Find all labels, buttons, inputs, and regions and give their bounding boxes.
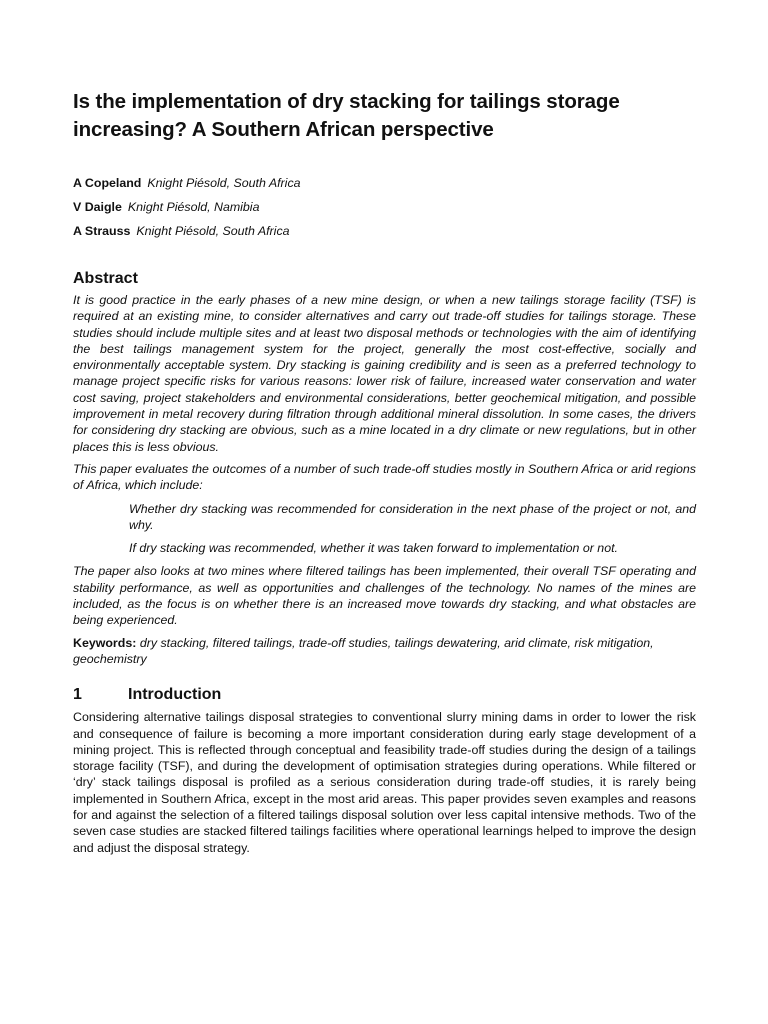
paper-body: [73, 88, 696, 856]
author-affiliation: Knight Piésold, Namibia: [127, 200, 260, 214]
abstract-paragraph: It is good practice in the early phases of a new mine design, or when a new tailings storage facility (TSF) is required at an existing mine, to consider alternatives and carry out trade-off studies for tailings storage. These studies should include multiple sites and at least two disposal methods or technologies with the aim of identifying the best tailings management system for the project, generally the most cost-effective, socially and environmentally acceptable system. Dry stacking is gaining credibility and is seen as a preferred technology to manage project specific risks for various reasons: lower risk of failure, increased water conservation and water cost saving, project stakeholders and environmental considerations, better geochemical mitigation, and possible improvement in metal recovery during filtration through additional mineral dissolution. In some cases, the drivers for considering dry stacking are obvious, such as a mine located in a dry climate or new regulations, but in other places this is less obvious.: [73, 293, 696, 454]
keywords-label: Keywords:: [73, 635, 137, 650]
paper-title: Is the implementation of dry stacking for tailings storage increasing? A Southern African perspective: [73, 90, 620, 141]
introduction-heading: [73, 684, 696, 706]
author-list: [73, 171, 696, 243]
abstract-heading: Abstract: [73, 270, 138, 287]
section-title: Introduction: [128, 686, 222, 704]
abstract-paragraph: The paper also looks at two mines where filtered tailings has been implemented, their overall TSF operating and stability performance, as well as opportunities and challenges of the technology. No names of the mines are included, as the focus is on whether there is an increased move towards dry stacking, and what obstacles are being experienced.: [73, 564, 696, 628]
abstract-list-item: Whether dry stacking was recommended for consideration in the next phase of the project or not, and why.: [129, 501, 696, 532]
introduction-paragraph: Considering alternative tailings disposal strategies to conventional slurry mining dams in order to lower the risk and consequence of failure is becoming a more important consideration during early stage development of a mining project. This is reflected through conceptual and feasibility trade-off studies during the design of a tailings storage facility (TSF), and during the development of optimisation strategies during operations. While filtered or ‘dry’ stack tailings disposal is profiled as a serious consideration during trade-off studies, it is rarely being implemented in Southern Africa, except in the most arid areas. This paper provides seven examples and reasons for and against the selection of a filtered tailings disposal solution over less capital intensive methods. Two of the seven case studies are stacked filtered tailings facilities where operational learnings helped to improve the design and adjust the disposal strategy.: [73, 710, 696, 855]
keywords-text: dry stacking, filtered tailings, trade-off studies, tailings dewatering, arid climate, risk mitigation, geochemistry: [73, 635, 654, 666]
author-line: [73, 195, 696, 219]
keywords: [73, 635, 696, 668]
author-line: [73, 219, 696, 243]
author-name: V Daigle: [73, 200, 122, 214]
abstract-paragraph: This paper evaluates the outcomes of a number of such trade-off studies mostly in Southern Africa or arid regions of Africa, which include:: [73, 461, 696, 493]
author-name: A Strauss: [73, 224, 131, 238]
author-line: [73, 171, 696, 195]
author-affiliation: Knight Piésold, South Africa: [147, 176, 301, 190]
author-name: A Copeland: [73, 176, 142, 190]
author-affiliation: Knight Piésold, South Africa: [136, 224, 290, 238]
section-number: 1: [73, 686, 82, 704]
abstract-list-item: If dry stacking was recommended, whether it was taken forward to implementation or not.: [129, 541, 618, 556]
